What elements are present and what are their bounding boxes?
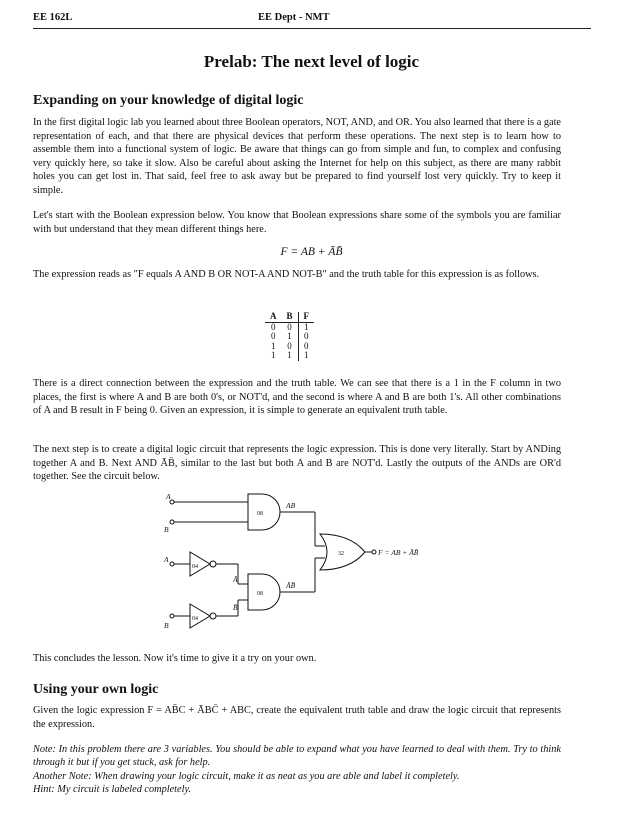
- col-a-header: A: [265, 312, 282, 322]
- equation: F = AB + ĀB̄: [280, 246, 343, 258]
- section-heading-expanding: Expanding on your knowledge of digital logic: [33, 93, 304, 108]
- table-cell: 1: [298, 322, 314, 332]
- label-b1: B: [164, 525, 169, 534]
- table-cell: 0: [271, 321, 276, 332]
- output-expression-label: F = AB + ĀB̄: [378, 548, 419, 557]
- note-neatness: Another Note: When drawing your logic circuit, make it as neat as you are able and label it completely.: [33, 771, 460, 782]
- logic-circuit-diagram: [150, 492, 470, 640]
- col-f-header: F: [298, 312, 314, 322]
- table-row: [265, 351, 314, 361]
- page-header: [33, 12, 590, 28]
- table-cell: 1: [287, 331, 292, 341]
- section-heading-own-logic: Using your own logic: [33, 682, 159, 697]
- truth-table: [265, 312, 314, 361]
- and1-chip-label: 08: [257, 511, 263, 517]
- inv2-chip-label: 04: [192, 616, 198, 622]
- bbar-label: B̄: [233, 603, 238, 612]
- table-cell: 1: [271, 350, 276, 360]
- table-cell: 0: [287, 340, 292, 351]
- paragraph-connection: There is a direct connection between the expression and the truth table. We can see that there is a 1 in the F column in two places, the first is where A and B are both 0's, or NOT'd, and the second is where A and B are both 1's. All other combinations of A and B result in F being 0. Given an expression, it is simple to generate an equivalent truth table.: [33, 378, 561, 416]
- and2-chip-label: 08: [257, 591, 263, 597]
- table-cell: 0: [298, 342, 314, 352]
- input-terminal-b2: [170, 614, 174, 618]
- label-a1: A: [166, 492, 171, 501]
- paragraph-conclusion: This concludes the lesson. Now it's time to give it a try on your own.: [33, 653, 317, 664]
- note-variables: Note: In this problem there are 3 variables. You should be able to expand what you have learned to deal with them. Try to think through it but if you get stuck, ask for help.: [33, 744, 561, 769]
- input-terminal-b1: [170, 520, 174, 524]
- and-gate-1: [248, 494, 280, 530]
- table-cell: 0: [298, 332, 314, 342]
- or-chip-label: 32: [338, 551, 344, 557]
- table-cell: 0: [287, 321, 292, 332]
- department: EE Dept - NMT: [258, 12, 330, 23]
- input-terminal-a1: [170, 500, 174, 504]
- col-b-header: B: [282, 312, 299, 322]
- input-terminal-a2: [170, 562, 174, 566]
- paragraph-reads-as: The expression reads as "F equals A AND B OR NOT-A AND NOT-B" and the truth table for this expression is as follows.: [33, 269, 540, 280]
- abar-label: Ā: [233, 575, 238, 584]
- and2-output-label: ĀB̄: [286, 581, 296, 590]
- header-rule: [33, 28, 591, 29]
- table-cell: 0: [271, 331, 276, 341]
- and1-output-label: AB: [286, 501, 296, 510]
- inv1-chip-label: 04: [192, 564, 198, 570]
- table-cell: 1: [271, 340, 276, 351]
- label-a2: A: [164, 555, 169, 564]
- and-gate-2: [248, 574, 280, 610]
- label-b2: B: [164, 621, 169, 630]
- course-code: EE 162L: [33, 12, 73, 23]
- table-cell: 1: [298, 351, 314, 361]
- paragraph-problem: Given the logic expression F = AB̄C + ĀBC̄ + ABC, create the equivalent truth table and draw the logic circuit that represents the expression.: [33, 705, 561, 730]
- truth-table-header: [265, 312, 314, 322]
- output-terminal: [372, 550, 376, 554]
- table-cell: 1: [287, 350, 292, 360]
- note-hint: Hint: My circuit is labeled completely.: [33, 784, 192, 795]
- paragraph-boolean: Let's start with the Boolean expression below. You know that Boolean expressions share some of the symbols you are familiar with but understand that they mean different things here.: [33, 210, 561, 235]
- page-title: Prelab: The next level of logic: [203, 52, 420, 71]
- paragraph-circuit: The next step is to create a digital logic circuit that represents the logic expression. This is done very literally. Start by ANDing together A and B. Next AND ĀB̄, similar to the last but both A and B are NOT'd. Lastly the outputs of the ANDs are OR'd together. See the circuit below.: [33, 444, 561, 482]
- paragraph-intro: In the first digital logic lab you learned about three Boolean operators, NOT, AND, and OR. You also learned that there is a gate representation of each, and that there are physical devices that perform these operations. The next step is to learn how to assemble them into a functional system of logic. Be aware that things can go from simple and fun, to complex and confusing very quickly here, so take it slow. Also be careful about asking the Internet for help on this subject, as there are many rabbit holes you can get lost in. That said, feel free to ask away but be prepared to find yourself lost very quickly. Try to keep it simple.: [33, 117, 561, 196]
